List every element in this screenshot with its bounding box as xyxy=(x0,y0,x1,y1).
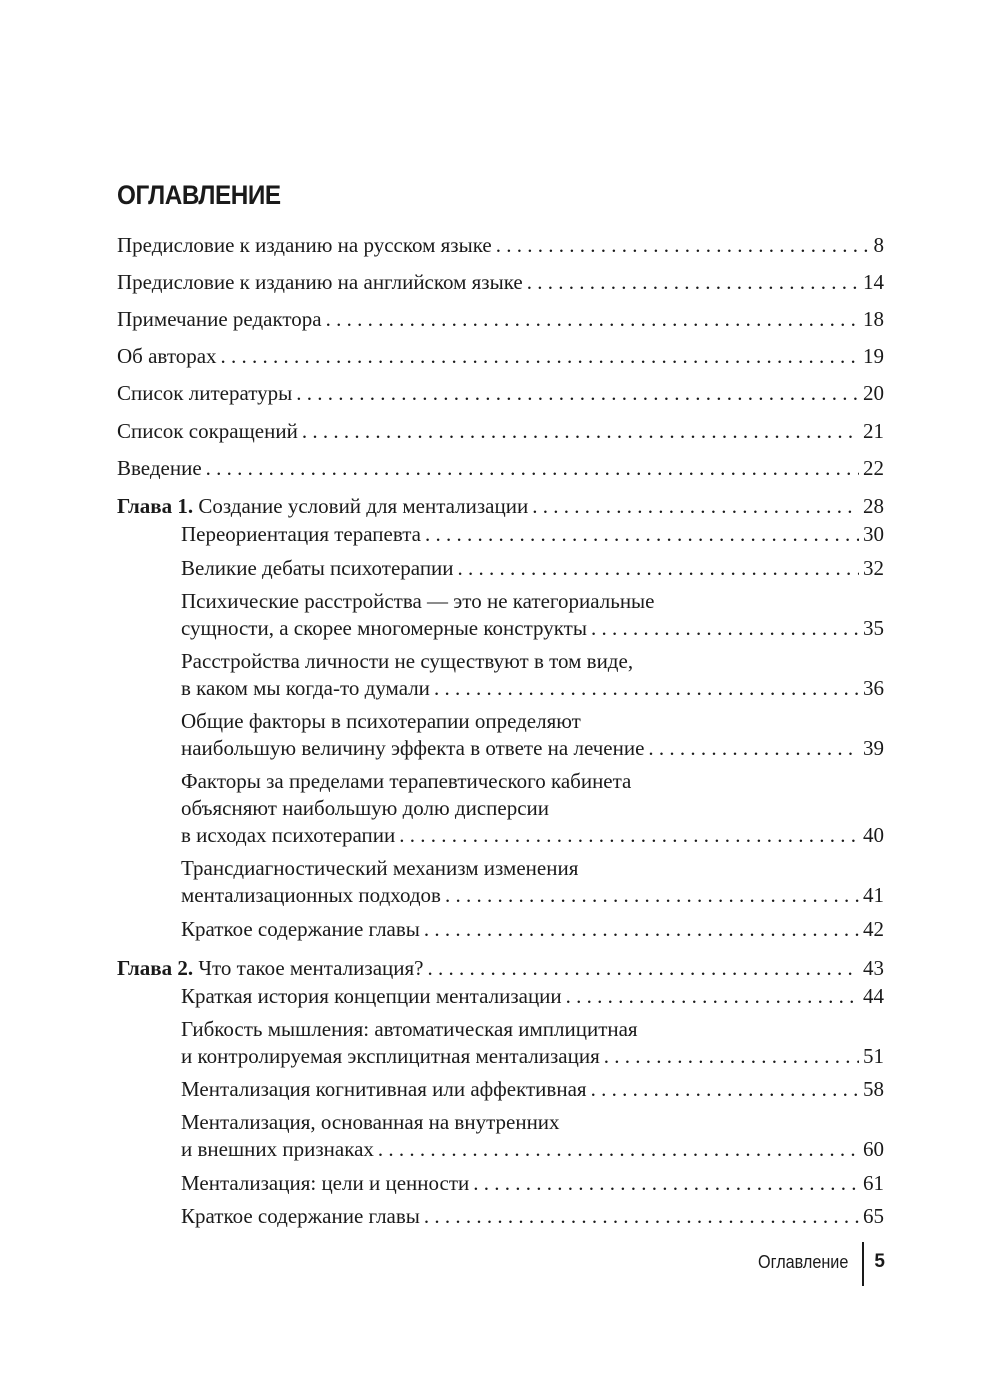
toc-entry-title: Примечание редактора xyxy=(117,307,322,331)
toc-entry-title: и внешних признаках xyxy=(181,1137,374,1161)
dot-leader xyxy=(326,306,859,333)
toc-page-number: 40 xyxy=(863,823,884,847)
toc-entry-title: Психические расстройства — это не категориальные xyxy=(181,589,655,613)
toc-entry-title: Гибкость мышления: автоматическая имплицитная xyxy=(181,1017,638,1041)
toc-entry[interactable] xyxy=(181,588,884,642)
toc-entry-title: Общие факторы в психотерапии определяют xyxy=(181,709,581,733)
toc-entry[interactable] xyxy=(181,648,884,702)
dot-leader xyxy=(302,418,859,445)
toc-entry[interactable] xyxy=(181,1076,884,1103)
chapter-label: Глава 2. xyxy=(117,956,194,980)
toc-entry-title: Ментализация, основанная на внутренних xyxy=(181,1110,560,1134)
toc-page-number: 43 xyxy=(863,956,884,980)
page-title: ОГЛАВЛЕНИЕ xyxy=(117,180,281,210)
toc-page-number: 28 xyxy=(863,494,884,518)
toc-page-number: 19 xyxy=(863,344,884,368)
toc-entry-title: в каком мы когда-то думали xyxy=(181,676,430,700)
toc-page-number: 22 xyxy=(863,456,884,480)
toc-entry-title: Об авторах xyxy=(117,344,217,368)
toc-entry[interactable] xyxy=(181,983,884,1010)
toc-entry-title: Глава 2. Что такое ментализация? xyxy=(117,956,424,980)
dot-leader xyxy=(399,822,859,849)
toc-page-number: 35 xyxy=(863,616,884,640)
dot-leader xyxy=(206,455,859,482)
toc-entry[interactable] xyxy=(181,708,884,762)
dot-leader xyxy=(532,493,859,520)
dot-leader xyxy=(591,1076,859,1103)
toc-entry[interactable] xyxy=(181,1203,884,1230)
toc-page-number: 8 xyxy=(873,233,884,257)
toc-page-number: 41 xyxy=(863,883,884,907)
toc-entry-title: Список сокращений xyxy=(117,419,298,443)
dot-leader xyxy=(445,882,859,909)
toc-entry-title: Переориентация терапевта xyxy=(181,522,421,546)
dot-leader xyxy=(566,983,859,1010)
toc-entry-title: Великие дебаты психотерапии xyxy=(181,556,454,580)
toc-entry[interactable] xyxy=(181,916,884,943)
toc-entry[interactable] xyxy=(117,269,884,296)
dot-leader xyxy=(378,1136,859,1163)
toc-entry-title: Глава 1. Создание условий для ментализации xyxy=(117,494,529,518)
dot-leader xyxy=(604,1043,859,1070)
chapter-label: Глава 1. xyxy=(117,494,194,518)
toc-page-number: 30 xyxy=(863,522,884,546)
dot-leader xyxy=(296,380,859,407)
toc-page-number: 61 xyxy=(863,1171,884,1195)
toc-page-number: 42 xyxy=(863,917,884,941)
toc-entry-title: наибольшую величину эффекта в ответе на лечение xyxy=(181,736,645,760)
toc-entry-title: Введение xyxy=(117,456,202,480)
toc-entry[interactable] xyxy=(117,380,884,407)
dot-leader xyxy=(496,232,870,259)
footer-divider xyxy=(862,1242,864,1286)
toc-entry-title: сущности, а скорее многомерные конструкты xyxy=(181,616,587,640)
dot-leader xyxy=(591,615,859,642)
dot-leader xyxy=(424,916,859,943)
toc-entry[interactable] xyxy=(181,855,884,909)
toc-page-number: 36 xyxy=(863,676,884,700)
toc-entry-title: в исходах психотерапии xyxy=(181,823,396,847)
dot-leader xyxy=(434,675,859,702)
toc-page-number: 14 xyxy=(863,270,884,294)
toc-page-number: 51 xyxy=(863,1044,884,1068)
toc-entry[interactable] xyxy=(181,521,884,548)
toc-entry[interactable] xyxy=(117,493,884,520)
toc-entry[interactable] xyxy=(117,455,884,482)
toc-entry-title: Предисловие к изданию на английском языке xyxy=(117,270,523,294)
dot-leader xyxy=(527,269,859,296)
footer-section-title: Оглавление xyxy=(757,1252,848,1272)
toc-entry[interactable] xyxy=(181,1170,884,1197)
dot-leader xyxy=(458,555,859,582)
running-footer xyxy=(0,1242,885,1286)
toc-entry[interactable] xyxy=(117,232,884,259)
toc-page-number: 58 xyxy=(863,1077,884,1101)
page-number: 5 xyxy=(874,1251,885,1272)
toc-entry-title: объясняют наибольшую долю дисперсии xyxy=(181,796,550,820)
toc-entry-title: Трансдиагностический механизм изменения xyxy=(181,856,579,880)
toc-entry[interactable] xyxy=(117,343,884,370)
dot-leader xyxy=(221,343,859,370)
toc-entry-title: Краткое содержание главы xyxy=(181,917,420,941)
dot-leader xyxy=(424,1203,859,1230)
toc-page-number: 21 xyxy=(863,419,884,443)
toc-entry-title: Краткая история концепции ментализации xyxy=(181,984,562,1008)
dot-leader xyxy=(425,521,859,548)
toc-entry[interactable] xyxy=(117,418,884,445)
toc-entry-title: ментализационных подходов xyxy=(181,883,441,907)
dot-leader xyxy=(648,735,859,762)
toc-entry-title: Предисловие к изданию на русском языке xyxy=(117,233,492,257)
toc-entry-title: и контролируемая эксплицитная ментализация xyxy=(181,1044,600,1068)
dot-leader xyxy=(473,1170,859,1197)
toc-entry[interactable] xyxy=(181,768,884,849)
toc-entry-title: Список литературы xyxy=(117,381,293,405)
toc-entry[interactable] xyxy=(181,555,884,582)
toc-page-number: 32 xyxy=(863,556,884,580)
toc-entry[interactable] xyxy=(181,1016,884,1070)
toc-entry-title: Факторы за пределами терапевтического кабинета xyxy=(181,769,632,793)
toc-entry[interactable] xyxy=(181,1109,884,1163)
toc-entry-title: Ментализация когнитивная или аффективная xyxy=(181,1077,587,1101)
toc-entry-title: Краткое содержание главы xyxy=(181,1204,420,1228)
toc-page-number: 44 xyxy=(863,984,884,1008)
toc-entry[interactable] xyxy=(117,306,884,333)
toc-page-number: 18 xyxy=(863,307,884,331)
dot-leader xyxy=(427,955,859,982)
toc-entry[interactable] xyxy=(117,955,884,982)
toc-entry-title: Ментализация: цели и ценности xyxy=(181,1171,470,1195)
toc-page-number: 39 xyxy=(863,736,884,760)
toc-page-number: 20 xyxy=(863,381,884,405)
toc-page-number: 60 xyxy=(863,1137,884,1161)
toc-page-number: 65 xyxy=(863,1204,884,1228)
toc-entry-title: Расстройства личности не существуют в том виде, xyxy=(181,649,634,673)
